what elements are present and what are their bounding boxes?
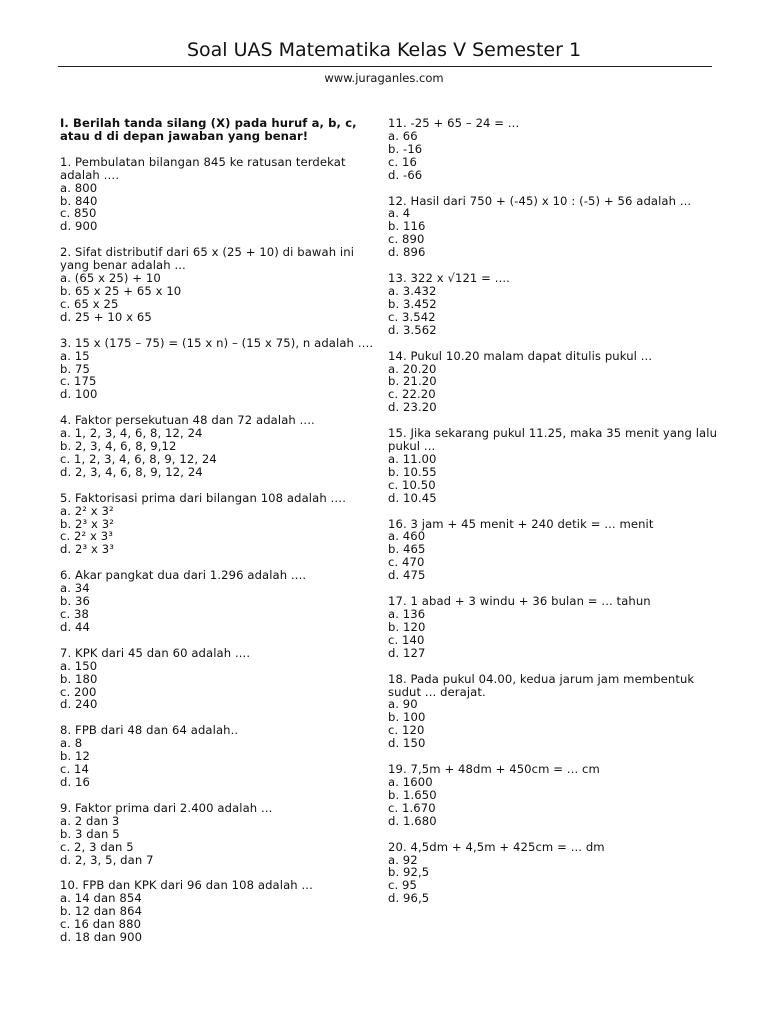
question-7 — [60, 647, 375, 712]
answer-option-c: c. 14 — [60, 762, 89, 777]
question-text: 13. 322 x √121 = .... — [388, 271, 510, 286]
answer-options — [388, 854, 718, 906]
question-9 — [60, 802, 375, 867]
question-12 — [388, 195, 718, 260]
answer-option-c: c. 2² x 3³ — [60, 529, 114, 544]
answer-option-c: c. 850 — [60, 206, 97, 221]
answer-option-d: d. 2³ x 3³ — [60, 542, 115, 557]
question-text: 20. 4,5dm + 4,5m + 425cm = ... dm — [388, 839, 605, 854]
answer-option-a: a. 20.20 — [388, 361, 437, 376]
answer-options — [60, 427, 375, 479]
answer-option-b: b. 120 — [388, 619, 426, 634]
answer-option-d: d. 10.45 — [388, 490, 437, 505]
question-15 — [388, 427, 718, 504]
answer-option-d: d. 896 — [388, 245, 426, 260]
answer-option-a: a. 92 — [388, 852, 418, 867]
answer-option-d: d. 127 — [388, 645, 426, 660]
answer-option-a: a. 14 dan 854 — [60, 891, 142, 906]
answer-option-b: b. 3 dan 5 — [60, 826, 120, 841]
question-text: 15. Jika sekarang pukul 11.25, maka 35 menit yang lalu pukul ... — [388, 426, 718, 454]
answer-option-b: b. 12 — [60, 749, 90, 764]
answer-option-c: c. 2, 3 dan 5 — [60, 839, 134, 854]
question-17 — [388, 595, 718, 660]
question-text: 12. Hasil dari 750 + (-45) x 10 : (-5) + 56 adalah ... — [388, 193, 692, 208]
answer-option-a: a. 136 — [388, 607, 426, 621]
question-4 — [60, 414, 375, 479]
question-3 — [60, 337, 375, 402]
question-list-right — [388, 117, 718, 905]
answer-option-c: c. 200 — [60, 684, 97, 699]
page-title: Soal UAS Matematika Kelas V Semester 1 — [186, 39, 582, 61]
answer-options — [60, 350, 375, 402]
instruction-text: I. Berilah tanda silang (X) pada huruf a, b, c, atau d di depan jawaban yang benar! — [60, 116, 357, 143]
answer-option-b: b. -16 — [388, 141, 423, 156]
answer-option-c: c. 120 — [388, 723, 425, 738]
answer-option-d: d. 16 — [60, 774, 90, 789]
answer-option-c: c. 10.50 — [388, 477, 436, 492]
answer-options — [388, 285, 718, 337]
answer-option-c: c. 65 x 25 — [60, 296, 119, 311]
answer-option-d: d. 1.680 — [388, 813, 437, 828]
answer-options — [60, 737, 375, 789]
question-13 — [388, 272, 718, 337]
answer-option-d: d. 23.20 — [388, 400, 437, 415]
answer-option-d: d. -66 — [388, 167, 423, 182]
answer-option-c: c. 1, 2, 3, 4, 6, 8, 9, 12, 24 — [60, 451, 217, 466]
answer-option-d: d. 240 — [60, 697, 98, 712]
answer-option-d: d. 96,5 — [388, 891, 430, 906]
answer-option-b: b. 1.650 — [388, 787, 437, 802]
answer-options — [388, 698, 718, 750]
answer-options — [388, 130, 718, 182]
question-list-left — [60, 156, 375, 944]
answer-option-c: c. 3.542 — [388, 309, 436, 324]
answer-option-b: b. 65 x 25 + 65 x 10 — [60, 283, 182, 298]
answer-option-a: a. 1600 — [388, 774, 433, 789]
answer-option-d: d. 150 — [388, 736, 426, 751]
answer-options — [388, 207, 718, 259]
question-text: 14. Pukul 10.20 malam dapat ditulis pukul ... — [388, 348, 653, 363]
answer-option-a: a. 4 — [388, 206, 411, 221]
answer-option-a: a. 2² x 3² — [60, 503, 114, 518]
answer-option-b: b. 465 — [388, 542, 426, 557]
answer-option-c: c. 140 — [388, 632, 425, 647]
answer-option-b: b. 116 — [388, 219, 426, 234]
answer-option-b: b. 2, 3, 4, 6, 8, 9,12 — [60, 439, 177, 454]
answer-option-a: a. 15 — [60, 348, 90, 363]
answer-options — [388, 453, 718, 505]
answer-option-c: c. 95 — [388, 878, 417, 893]
question-text: 3. 15 x (175 – 75) = (15 x n) – (15 x 75), n adalah …. — [60, 335, 374, 350]
answer-option-a: a. 800 — [60, 180, 98, 195]
question-10 — [60, 879, 375, 944]
question-text: 9. Faktor prima dari 2.400 adalah ... — [60, 800, 273, 815]
answer-option-d: d. 3.562 — [388, 322, 437, 337]
question-8 — [60, 724, 375, 789]
answer-option-b: b. 21.20 — [388, 374, 437, 389]
answer-option-b: b. 2³ x 3² — [60, 516, 115, 531]
question-19 — [388, 763, 718, 828]
question-text: 11. -25 + 65 – 24 = ... — [388, 116, 520, 130]
answer-option-d: d. 18 dan 900 — [60, 930, 143, 945]
question-text: 4. Faktor persekutuan 48 dan 72 adalah .... — [60, 413, 315, 428]
answer-options — [388, 530, 718, 582]
question-16 — [388, 518, 718, 583]
question-18 — [388, 673, 718, 750]
answer-option-b: b. 10.55 — [388, 464, 437, 479]
answer-option-c: c. 38 — [60, 607, 89, 621]
answer-option-c: c. 16 dan 880 — [60, 917, 142, 932]
question-text: 6. Akar pangkat dua dari 1.296 adalah .... — [60, 568, 307, 583]
question-text: 16. 3 jam + 45 menit + 240 detik = ... menit — [388, 516, 654, 531]
answer-option-b: b. 100 — [388, 710, 426, 725]
answer-option-c: c. 890 — [388, 232, 425, 247]
question-text: 10. FPB dan KPK dari 96 dan 108 adalah ... — [60, 878, 313, 893]
question-6 — [60, 569, 375, 634]
answer-option-d: d. 2, 3, 4, 6, 8, 9, 12, 24 — [60, 464, 203, 479]
left-column — [60, 117, 375, 957]
answer-option-a: a. (65 x 25) + 10 — [60, 271, 161, 286]
question-2 — [60, 246, 375, 323]
right-column — [388, 117, 718, 918]
answer-option-d: d. 100 — [60, 387, 98, 402]
answer-options — [60, 582, 375, 634]
question-text: 7. KPK dari 45 dan 60 adalah .... — [60, 645, 251, 660]
answer-option-c: c. 16 — [388, 154, 417, 169]
answer-option-a: a. 2 dan 3 — [60, 813, 120, 828]
answer-option-b: b. 92,5 — [388, 865, 430, 880]
question-text: 19. 7,5m + 48dm + 450cm = ... cm — [388, 762, 600, 777]
question-text: 18. Pada pukul 04.00, kedua jarum jam membentuk sudut ... derajat. — [388, 671, 695, 699]
answer-option-b: b. 840 — [60, 193, 98, 208]
answer-options — [60, 660, 375, 712]
question-text: 17. 1 abad + 3 windu + 36 bulan = ... tahun — [388, 594, 651, 609]
question-20 — [388, 841, 718, 906]
answer-option-a: a. 150 — [60, 658, 98, 673]
answer-option-a: a. 3.432 — [388, 283, 437, 298]
answer-option-b: b. 3.452 — [388, 296, 437, 311]
question-text: 8. FPB dari 48 dan 64 adalah.. — [60, 723, 239, 738]
answer-option-c: c. 1.670 — [388, 800, 436, 815]
answer-option-b: b. 12 dan 864 — [60, 904, 143, 919]
question-text: 1. Pembulatan bilangan 845 ke ratusan terdekat adalah …. — [60, 154, 346, 182]
answer-option-b: b. 180 — [60, 671, 98, 686]
question-1 — [60, 156, 375, 233]
answer-option-d: d. 2, 3, 5, dan 7 — [60, 852, 154, 867]
answer-options — [60, 815, 375, 867]
question-5 — [60, 492, 375, 557]
answer-option-c: c. 175 — [60, 374, 97, 389]
answer-options — [60, 182, 375, 234]
answer-option-a: a. 1, 2, 3, 4, 6, 8, 12, 24 — [60, 426, 203, 441]
question-text: 5. Faktorisasi prima dari bilangan 108 adalah …. — [60, 490, 347, 505]
answer-option-d: d. 900 — [60, 219, 98, 234]
question-14 — [388, 350, 718, 415]
answer-option-a: a. 8 — [60, 736, 83, 751]
answer-option-d: d. 25 + 10 x 65 — [60, 309, 152, 324]
website-url: www.juraganles.com — [324, 71, 444, 85]
answer-options — [388, 608, 718, 660]
answer-option-c: c. 22.20 — [388, 387, 436, 402]
question-text: 2. Sifat distributif dari 65 x (25 + 10) di bawah ini yang benar adalah ... — [60, 245, 355, 273]
answer-option-d: d. 475 — [388, 568, 426, 583]
answer-options — [60, 272, 375, 324]
answer-options — [60, 892, 375, 944]
answer-option-c: c. 470 — [388, 555, 425, 570]
answer-options — [60, 505, 375, 557]
answer-option-a: a. 460 — [388, 529, 426, 544]
title-divider — [58, 66, 712, 67]
answer-option-b: b. 36 — [60, 594, 90, 609]
answer-options — [388, 363, 718, 415]
answer-option-a: a. 34 — [60, 581, 90, 596]
question-11 — [388, 117, 718, 182]
answer-option-b: b. 75 — [60, 361, 90, 376]
answer-options — [388, 776, 718, 828]
answer-option-a: a. 66 — [388, 128, 418, 143]
answer-option-a: a. 90 — [388, 697, 418, 712]
answer-option-a: a. 11.00 — [388, 451, 437, 466]
answer-option-d: d. 44 — [60, 619, 90, 634]
